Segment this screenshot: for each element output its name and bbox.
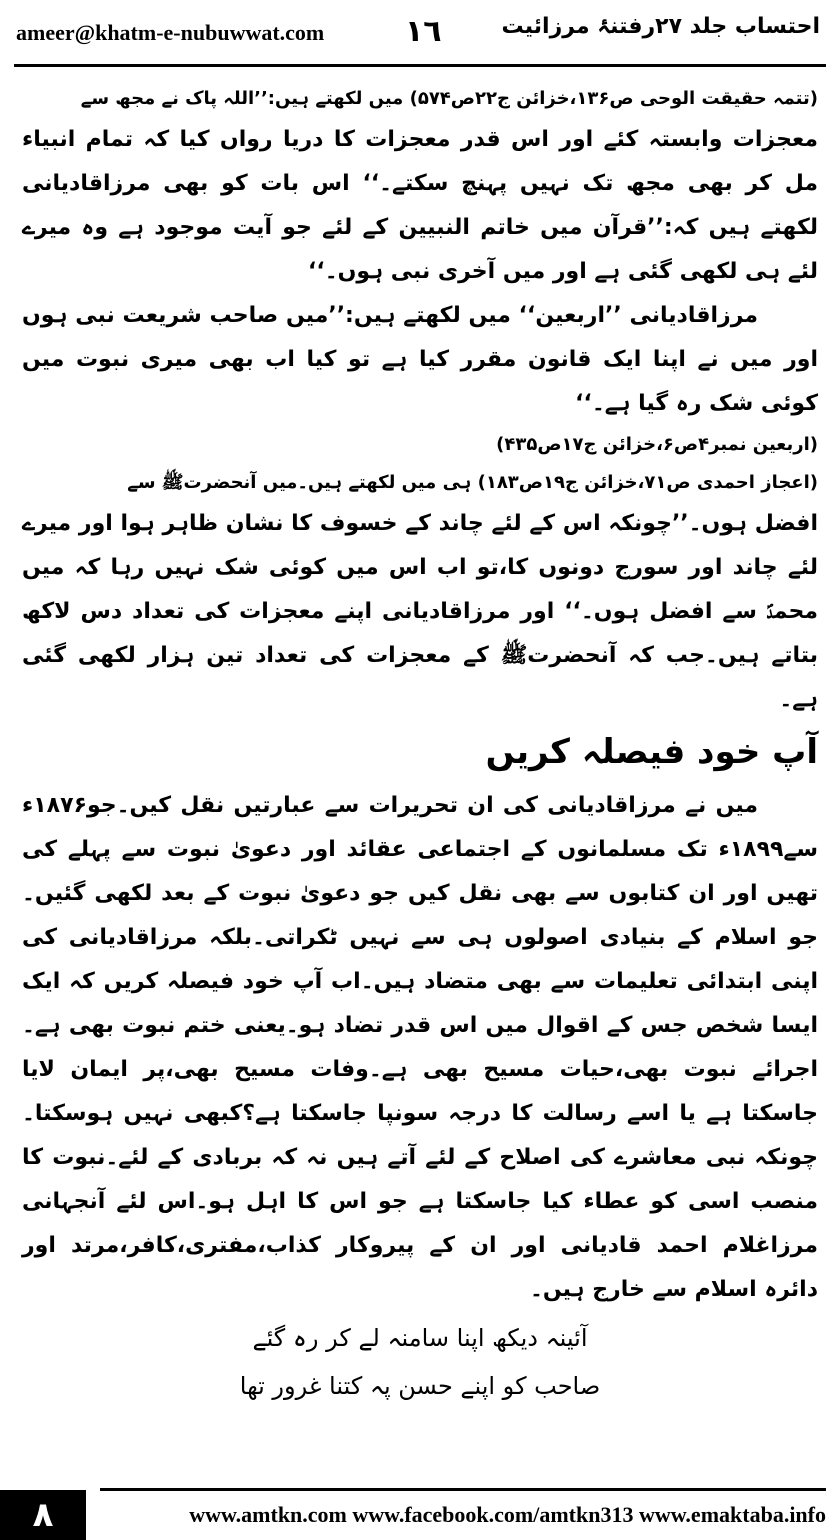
footer-urls: www.amtkn.com www.facebook.com/amtkn313 www.emaktaba.info (189, 1502, 826, 1527)
page-body (22, 80, 818, 1410)
header-page-number: ١٦ (405, 14, 442, 49)
page-marker-box: ٨ (0, 1490, 86, 1540)
header-rule (14, 64, 826, 67)
reference-text: (تتمہ حقیقت الوحی ص۱۳۶،خزائن ج۲۲ص۵۷۴) میں لکھتے ہیں:’’اللہ پاک نے مجھ سے (80, 88, 818, 109)
header-email: ameer@khatm-e-nubuwwat.com (16, 20, 325, 45)
section-heading: آپ خود فیصلہ کریں (485, 732, 818, 772)
paragraph: مرزاقادیانی ’’اربعین‘‘ میں لکھتے ہیں:’’میں صاحب شریعت نبی ہوں اور میں نے اپنا ایک قانون مقرر کیا ہے تو کیا اب بھی میری نبوت میں کوئی شک رہ گیا ہے۔‘‘ (22, 303, 818, 416)
verse-line: آئینہ دیکھ اپنا سامنہ لے کر رہ گئے (252, 1324, 588, 1352)
paragraph: افضل ہوں۔’’چونکہ اس کے لئے چاند کے خسوف کا نشان ظاہر ہوا اور میرے لئے چاند اور سورج دونوں کا،تو اب اس میں کوئی شک نہیں رہا کہ میں محمدؐ سے افضل ہوں۔‘‘ اور مرزاقادیانی اپنے معجزات کی تعداد دس لاکھ بتاتے ہیں۔جب کہ آنحضرتﷺ کے معجزات کی تعداد تین ہزار لکھی گئی ہے۔ (22, 511, 818, 712)
paragraph: میں نے مرزاقادیانی کی ان تحریرات سے عبارتیں نقل کیں۔جو۱۸۷۶ء سے۱۸۹۹ء تک مسلمانوں کے اجتماعی عقائد اور دعویٰ نبوت سے پہلے کی تھیں اور ان کتابوں سے بھی نقل کیں جو دعویٰ نبوت کے بعد لکھی گئیں۔جو اسلام کے بنیادی اصولوں ہی سے نہیں ٹکراتی۔بلکہ مرزاقادیانی کی اپنی ابتدائی تعلیمات سے بھی متضاد ہیں۔اب آپ خود فیصلہ کریں کہ ایک ایسا شخص جس کے اقوال میں اس قدر تضاد ہو۔یعنی ختم نبوت بھی ہے۔اجرائے نبوت بھی،حیات مسیح بھی ہے۔وفات مسیح بھی،پر ایمان لایا جاسکتا ہے یا اسے رسالت کا درجہ سونپا جاسکتا ہے؟کبھی نہیں ہوسکتا۔چونکہ نبی معاشرے کی اصلاح کے لئے آتے ہیں نہ کہ بربادی کے لئے۔نبوت کا منصب اسی کو عطاء کیا جاسکتا ہے جو اس کا اہل ہو۔اس لئے آنجہانی مرزاغلام احمد قادیانی اور ان کے پیروکار کذاب،مفتری،کافر،مرتد اور دائرہ اسلام سے خارج ہیں۔ (22, 793, 818, 1302)
page-footer (0, 1488, 840, 1540)
paragraph: معجزات وابستہ کئے اور اس قدر معجزات کا دریا رواں کیا کہ تمام انبیاء مل کر بھی مجھ تک نہیں پہنچ سکتے۔‘‘ اس بات کو بھی مرزاقادیانی لکھتے ہیں کہ:’’قرآن میں خاتم النبیین کے لئے جو آیت موجود ہے وہ میرے لئے ہی لکھی گئی ہے اور میں آخری نبی ہوں۔‘‘ (22, 127, 818, 284)
verse-line: صاحب کو اپنے حسن پہ کتنا غرور تھا (239, 1372, 601, 1400)
reference-text: (اعجاز احمدی ص۷۱،خزائن ج۱۹ص۱۸۳) ہی میں لکھتے ہیں۔میں آنحضرتﷺ سے (127, 472, 818, 493)
reference-text: (اربعین نمبر۴ص۶،خزائن ج۱۷ص۴۳۵) (496, 434, 818, 455)
footer-rule (100, 1488, 826, 1491)
page-header (0, 0, 840, 64)
header-book-title: احتساب جلد ۲۷رفتنۂ مرزائیت (501, 14, 820, 39)
verse-couplet (22, 1314, 818, 1410)
